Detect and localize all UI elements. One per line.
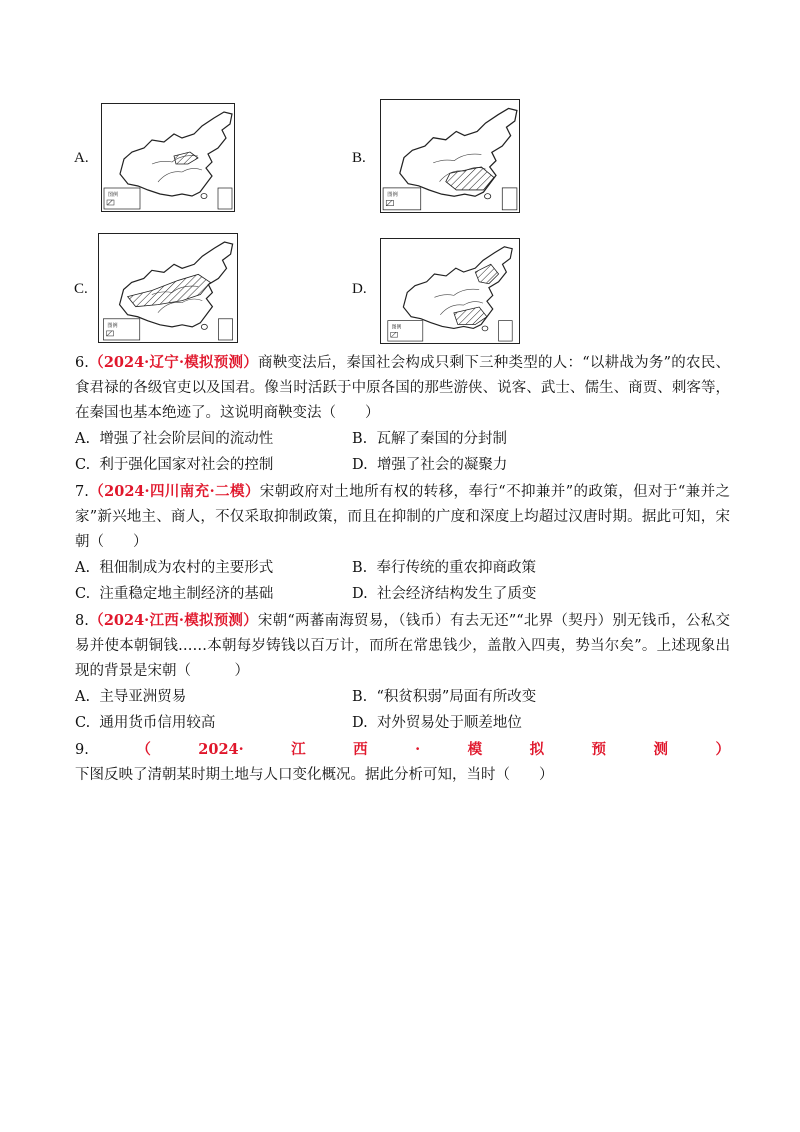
option-8a[interactable]: A. 主导亚洲贸易	[75, 689, 187, 705]
option-6a[interactable]: A. 增强了社会阶层间的流动性	[75, 431, 274, 447]
map-option-a	[101, 103, 235, 212]
legend-title-b: 图例	[387, 192, 398, 199]
question-number: 8.	[75, 613, 89, 629]
question-source: （2024·辽宁·模拟预测）	[88, 354, 258, 371]
question-number: 6.	[75, 355, 89, 371]
option-6b[interactable]: B. 瓦解了秦国的分封制	[352, 431, 507, 447]
option-7c[interactable]: C. 注重稳定地主制经济的基础	[75, 586, 274, 602]
legend-title-c: 图例	[107, 322, 118, 329]
option-label-a[interactable]: A.	[74, 150, 89, 166]
option-7a[interactable]: A. 租佃制成为农村的主要形式	[75, 560, 274, 576]
option-7b[interactable]: B. 奉行传统的重农抑商政策	[352, 560, 536, 576]
question-source: （2024·四川南充·二模）	[88, 483, 260, 500]
question-9	[75, 737, 730, 788]
option-8d[interactable]: D. 对外贸易处于顺差地位	[352, 715, 522, 731]
question-stem: 宋朝政府对土地所有权的转移，奉行“不抑兼并”的政策，但对于“兼并之家”新兴地主、商人，不仅采取抑制政策，而且在抑制的广度和深度上均超过汉唐时期。据此可知，宋朝（ ）	[75, 484, 730, 550]
question-source: （2024·江西·模拟预测）	[88, 612, 258, 629]
question-number: 9.	[75, 742, 89, 758]
legend-title-a: 图例	[108, 192, 119, 198]
question-6	[75, 350, 730, 426]
question-stem: 商鞅变法后，秦国社会构成只剩下三种类型的人：“以耕战为务”的农民、食君禄的各级官吏以及国君。像当时活跃于中原各国的那些游侠、说客、武士、儒生、商贾、刺客等，在秦国也基本绝迹了。这说明商鞅变法（ ）	[75, 355, 730, 421]
option-7d[interactable]: D. 社会经济结构发生了质变	[352, 586, 537, 602]
question-8	[75, 608, 730, 684]
option-6d[interactable]: D. 增强了社会的凝聚力	[352, 457, 508, 473]
legend-title-d: 图例	[391, 324, 402, 331]
question-stem: 宋朝“两蕃南海贸易，（钱币）有去无还”“北界（契丹）别无钱币，公私交易并使本朝铜钱……本朝每岁铸钱以百万计，而所在常患钱少，盖散入四夷，势当尔矣”。上述现象出现的背景是宋朝（ ）	[75, 613, 730, 679]
map-option-c	[98, 233, 238, 343]
question-stem: 下图反映了清朝某时期土地与人口变化概况。据此分析可知，当时（ ）	[75, 767, 554, 783]
option-label-d[interactable]: D.	[352, 281, 367, 297]
question-number: 7.	[75, 484, 89, 500]
question-source: （2024·江西·模拟预测）	[88, 741, 730, 758]
map-option-b	[380, 99, 520, 213]
option-label-c[interactable]: C.	[74, 281, 88, 297]
option-6c[interactable]: C. 利于强化国家对社会的控制	[75, 457, 274, 473]
question-7	[75, 479, 730, 555]
option-8b[interactable]: B. “积贫积弱”局面有所改变	[352, 689, 537, 705]
option-8c[interactable]: C. 通用货币信用较高	[75, 715, 216, 731]
map-option-d	[380, 238, 520, 344]
option-label-b[interactable]: B.	[352, 150, 366, 166]
